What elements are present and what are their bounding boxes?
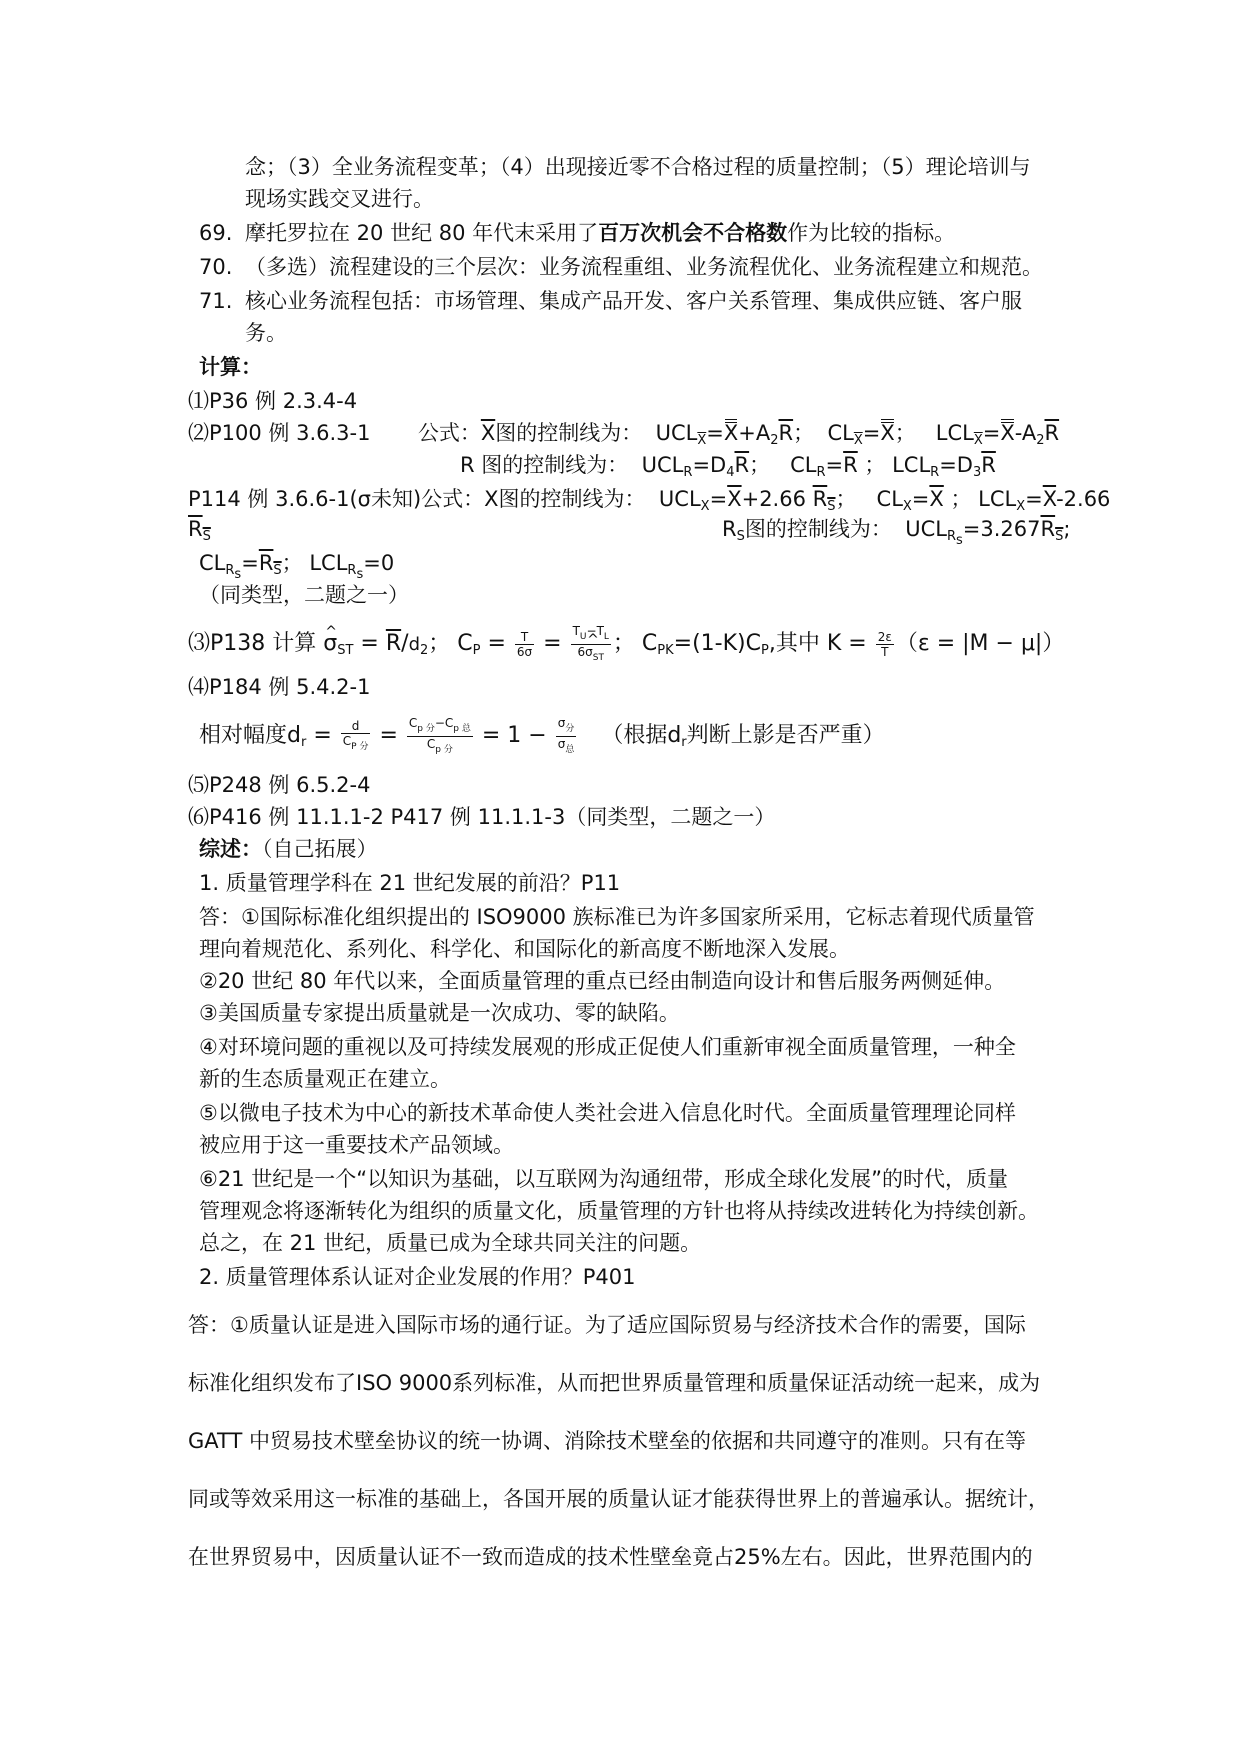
list-number: 70. — [199, 255, 233, 279]
calc-item-5: ⑸P248 例 6.5.2-4 — [188, 773, 371, 797]
answer-2-line-2: 标准化组织发布了ISO 9000系列标准，从而把世界质量管理和质量保证活动统一起来，成为 — [188, 1371, 1041, 1395]
review-question-1: 1. 质量管理学科在 21 世纪发展的前沿？P11 — [199, 871, 621, 895]
rs-symbol-wrap: $R_S$ — [188, 517, 211, 544]
list-continuation-line-1: 念；（3）全业务流程变革；（4）出现接近零不合格过程的质量控制；（5）理论培训与 — [245, 155, 1031, 179]
list-item-69 — [199, 218, 955, 248]
item-69-bold-term: 百万次机会不合格数 — [598, 221, 788, 245]
item-70-text: （多选）流程建设的三个层次：业务流程重组、业务流程优化、业务流程建立和规范。 — [245, 255, 1043, 279]
xbar-ucl-formula: $UCL_{\overline{X}}=X+A_2\overline{R}$； $CL_{\overline{X}}=X$； $LCL_{\overline{X}}=X-A_2\overline{R}$ — [649, 421, 1059, 445]
answer-1-line-2: ②20 世纪 80 年代以来，全面质量管理的重点已经由制造向设计和售后服务两侧延伸。 — [199, 969, 1006, 993]
answer-1-line-6: ⑥21 世纪是一个“以知识为基础，以互联网为沟通纽带，形成全球化发展”的时代，质量 — [199, 1167, 1008, 1191]
calc-item-3-prefix: ⑶P138 计算 — [188, 631, 317, 656]
list-number: 71. — [199, 289, 233, 313]
answer-1-line-6b: 管理观念将逐渐转化为组织的质量文化，质量管理的方针也将从持续改进转化为持续创新。 — [199, 1199, 1039, 1223]
answer-1-line-5b: 被应用于这一重要技术产品领域。 — [199, 1133, 514, 1157]
list-item-71 — [199, 286, 1022, 316]
calc-item-3 — [188, 622, 1064, 673]
r-chart-label: R 图的控制线为： — [460, 453, 629, 477]
answer-1-line-4b: 新的生态质量观正在建立。 — [199, 1067, 451, 1091]
list-number: 69. — [199, 221, 233, 245]
item-69-text-post: 作为比较的指标。 — [787, 221, 956, 245]
answer-1-line-4: ④对环境问题的重视以及可持续发展观的形成正促使人们重新审视全面质量管理，一种全 — [199, 1035, 1016, 1059]
formula-label: 公式： — [417, 421, 481, 445]
list-continuation-line-2: 现场实践交叉进行。 — [245, 187, 434, 211]
relative-amplitude-note: （根据d — [601, 723, 682, 748]
rs-chart-label: 图的控制线为： — [744, 517, 892, 541]
answer-2-line-3: GATT 中贸易技术壁垒协议的统一协调、消除技术壁垒的依据和共同遵守的准则。只有在等 — [188, 1429, 1026, 1453]
item-71-line-1: 核心业务流程包括：市场管理、集成产品开发、客户关系管理、集成供应链、客户服 — [245, 289, 1022, 313]
item-69-text-pre: 摩托罗拉在 20 世纪 80 年代末采用了 — [245, 221, 599, 245]
sigma-hat-formula: ^ $\sigma_{ST} = \overline{R}/d_2$； $C_P$ = $\frac{T}{6\sigma}$ = $\frac{T_U-T_L}{6\^{} \sigma_{ST}}$ ； $C_{PK}=(1-K)C_P$, — [323, 631, 776, 656]
answer-1-line-1b: 理向着规范化、系列化、科学化、和国际化的新高度不断地深入发展。 — [199, 937, 850, 961]
calc-item-3-note: 其中 — [775, 631, 820, 656]
k-formula: K = $\frac{2\varepsilon}{T}$ （ε = |M − μ|） — [819, 629, 1065, 659]
list-item-70 — [199, 252, 1043, 282]
item-71-line-2: 务。 — [245, 321, 287, 345]
review-question-2: 2. 质量管理体系认证对企业发展的作用？P401 — [199, 1265, 636, 1289]
rs-chart-formula: $R_S$图的控制线为： $UCL_{R_s}=3.267R_S$; — [722, 517, 1071, 548]
answer-1-line-1: 答：①国际标准化组织提出的 ISO9000 族标准已为许多国家所采用，它标志着现代质量管 — [199, 905, 1035, 929]
answer-2-line-1: 答：①质量认证是进入国际市场的通行证。为了适应国际贸易与经济技术合作的需要，国际 — [188, 1313, 1026, 1337]
calc-heading: 计算： — [199, 355, 262, 379]
relative-amplitude-label: 相对幅度 — [199, 723, 288, 748]
rs-cl-lcl: $CL_{R_s}=R_S$； $LCL_{R_s}=0$ — [199, 551, 395, 582]
answer-1-line-7: 总之，在 21 世纪，质量已成为全球共同关注的问题。 — [199, 1231, 702, 1255]
review-heading: 综述：（自己拓展） — [199, 837, 378, 861]
answer-1-line-3: ③美国质量专家提出质量就是一次成功、零的缺陷。 — [199, 1001, 680, 1025]
answer-2-line-4: 同或等效采用这一标准的基础上，各国开展的质量认证才能获得世界上的普遍承认。据统计， — [188, 1487, 1049, 1511]
same-type-note-1: （同类型，二题之一） — [199, 583, 409, 607]
relative-amplitude-formula: 相对幅度$d_r$ = $\frac{d}{C_{P 分}}$ = $\frac{C_{p 分}-C_{p 总}}{C_{p 分}}$ = 1 − $\frac{\sigma_分}{\sigma_总}$ （根据$d_r$判断上影是否严重） — [199, 715, 885, 755]
xbar-chart-label: 图的控制线为： — [495, 421, 643, 445]
calc-item-4: ⑷P184 例 5.4.2-1 — [188, 675, 371, 699]
calc-item-6: ⑹P416 例 11.1.1-2 P417 例 11.1.1-3（同类型，二题之一） — [188, 805, 776, 829]
r-chart-limits: $UCL_R=D_4\overline{R}$； $CL_R=\overline{R}$ ； $LCL_R=D_3\overline{R}$ — [634, 453, 996, 480]
answer-2-line-5: 在世界贸易中，因质量认证不一致而造成的技术性壁垒竟占25%左右。因此，世界范围内的 — [188, 1545, 1033, 1569]
x-bar-symbol: $\overline{X}$ — [480, 421, 496, 445]
x-chart-limits: $UCL_X=\overline{X}+2.66$ $R_S$； $CL_X=\overline{X}$ ； $LCL_X=\overline{X}-2.66$ — [652, 487, 1111, 514]
calc-item-2-ref: ⑵P100 例 3.6.3-1 — [188, 421, 371, 445]
r-chart-formula — [460, 450, 996, 488]
p114-prefix: P114 例 3.6.6-1(σ未知)公式：X图的控制线为： — [188, 487, 646, 511]
answer-1-line-5: ⑤以微电子技术为中心的新技术革命使人类社会进入信息化时代。全面质量管理理论同样 — [199, 1101, 1016, 1125]
calc-item-1: ⑴P36 例 2.3.4-4 — [188, 389, 358, 413]
